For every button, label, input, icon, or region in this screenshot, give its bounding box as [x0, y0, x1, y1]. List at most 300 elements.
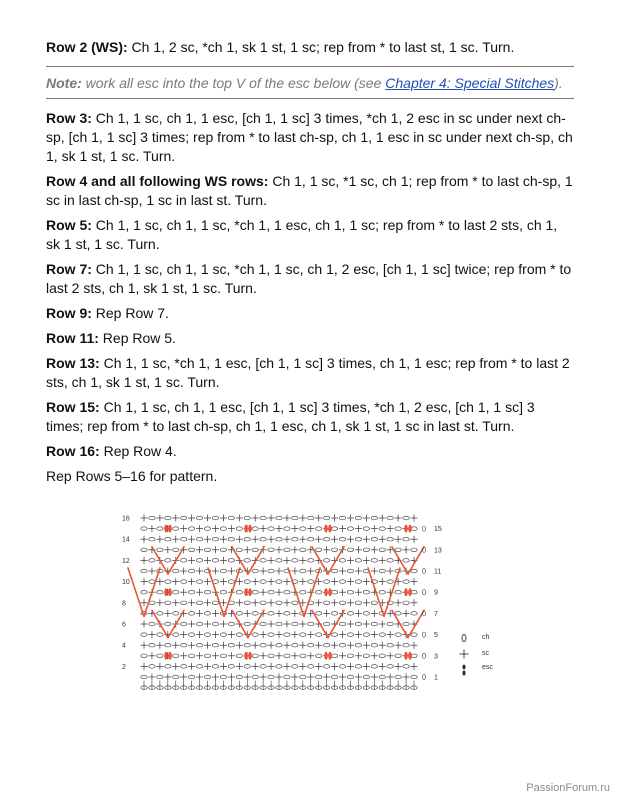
ch-stitch [268, 633, 274, 637]
ch-stitch [339, 643, 345, 647]
ch-stitch [403, 580, 409, 584]
ch-stitch [157, 590, 163, 594]
ch-stitch [260, 665, 266, 669]
row-text: Ch 1, 1 sc, *ch 1, 1 esc, [ch 1, 1 sc] 3 times, ch 1, 1 esc; rep from * to last 2 sts, ch 1, sk 1 st, 1 sc. Turn. [46, 355, 570, 390]
esc-stitch [404, 588, 408, 596]
key-esc-label: esc [482, 664, 493, 671]
ch-stitch [157, 633, 163, 637]
ch-stitch [188, 569, 194, 573]
esc-stitch [328, 652, 332, 660]
ch-stitch [331, 612, 337, 616]
ch-stitch [252, 548, 258, 552]
stitch-chart [118, 508, 504, 688]
row-instruction [46, 304, 574, 323]
esc-stitch [408, 588, 412, 596]
ch-stitch [220, 590, 226, 594]
esc-stitch [368, 568, 384, 616]
row-text: Ch 1, 1 sc, ch 1, 1 esc, [ch 1, 1 sc] 3 times, *ch 1, 2 esc in sc under next ch-sp, [ch 1, 1 sc] 3 times; rep from * to last ch-sp, ch 1, 1 esc in sc under next ch-sp, ch 1, sk 1 st, 1 sc. Turn. [46, 110, 573, 164]
ch-stitch [196, 537, 202, 541]
row-label: Row 9: [46, 305, 92, 321]
ch-stitch [204, 548, 210, 552]
esc-stitch [312, 610, 328, 637]
ch-stitch [355, 665, 361, 669]
ch-stitch [339, 537, 345, 541]
ch-stitch [141, 548, 147, 552]
ch-stitch [308, 580, 314, 584]
ch-stitch [323, 537, 329, 541]
row-instruction [46, 398, 574, 436]
ch-stitch [157, 675, 163, 679]
ch-stitch [339, 601, 345, 605]
ch-stitch [379, 527, 385, 531]
ch-stitch [268, 612, 274, 616]
watermark: PassionForum.ru [526, 782, 610, 794]
ch-stitch [347, 633, 353, 637]
ch-stitch [212, 622, 218, 626]
esc-stitch [164, 652, 168, 660]
key-ch [458, 632, 518, 646]
esc-stitch [324, 652, 328, 660]
chart-key [458, 632, 518, 682]
ch-stitch [196, 622, 202, 626]
ch-stitch [141, 527, 147, 531]
repeat-instruction: Rep Rows 5–16 for pattern. [46, 468, 218, 484]
ch-stitch [316, 675, 322, 679]
esc-stitch [304, 568, 320, 616]
ch-stitch [276, 516, 282, 520]
ch-stitch [355, 537, 361, 541]
ch-stitch [347, 654, 353, 658]
ch-stitch [228, 622, 234, 626]
ch-stitch [252, 612, 258, 616]
ch-stitch [149, 580, 155, 584]
chain-symbol-icon [458, 632, 470, 644]
ch-stitch [308, 559, 314, 563]
ch-stitch [188, 548, 194, 552]
ch-stitch [173, 633, 179, 637]
ch-stitch [173, 590, 179, 594]
ch-stitch [228, 580, 234, 584]
row-instruction [46, 216, 574, 254]
esc-stitch [384, 568, 400, 616]
ch-stitch [276, 537, 282, 541]
ch-stitch [379, 548, 385, 552]
ch-stitch [403, 559, 409, 563]
esc-stitch [408, 525, 412, 533]
ch-stitch [395, 590, 401, 594]
ch-stitch [181, 559, 187, 563]
ch-stitch [276, 665, 282, 669]
ch-stitch [204, 633, 210, 637]
row-number-right: 5 [434, 632, 438, 640]
row-label: Row 3: [46, 110, 92, 126]
ch-stitch [371, 665, 377, 669]
ch-stitch [308, 643, 314, 647]
ch-stitch [141, 590, 147, 594]
row-text: Ch 1, 1 sc, *1 sc, ch 1; rep from * to last ch-sp, 1 sc in last ch-sp, 1 sc in last st. Turn. [46, 173, 573, 208]
ch-stitch [395, 612, 401, 616]
row-label: Row 5: [46, 217, 92, 233]
ch-stitch [181, 665, 187, 669]
ch-stitch [355, 601, 361, 605]
ch-stitch [173, 527, 179, 531]
ch-stitch [387, 665, 393, 669]
ch-stitch [284, 654, 290, 658]
ch-stitch [300, 527, 306, 531]
esc-stitch [328, 610, 344, 637]
esc-stitch [328, 547, 344, 574]
ch-stitch [260, 516, 266, 520]
row-text: Ch 1, 1 sc, ch 1, 1 sc, *ch 1, 1 esc, ch 1, 1 sc; rep from * to last 2 sts, ch 1, sk 1 st, 1 sc. Turn. [46, 217, 558, 252]
ch-stitch [220, 527, 226, 531]
ch-stitch [149, 622, 155, 626]
ch-stitch [165, 643, 171, 647]
esc-stitch [144, 568, 160, 616]
esc-stitch [152, 610, 168, 637]
turning-chain [422, 568, 425, 573]
special-stitches-link[interactable]: Chapter 4: Special Stitches [385, 75, 555, 91]
ch-stitch [363, 548, 369, 552]
key-sc-label: sc [482, 650, 489, 657]
ch-stitch [300, 548, 306, 552]
ch-stitch [308, 537, 314, 541]
ch-stitch [323, 580, 329, 584]
esc-stitch [244, 588, 248, 596]
ch-stitch [196, 601, 202, 605]
row-number-right: 7 [434, 610, 438, 618]
ch-stitch [403, 643, 409, 647]
row-number-right: 13 [434, 547, 442, 555]
ch-stitch [371, 643, 377, 647]
note-end: ). [554, 75, 563, 91]
ch-stitch [379, 654, 385, 658]
ch-stitch [371, 537, 377, 541]
ch-stitch [339, 665, 345, 669]
ch-stitch [308, 622, 314, 626]
ch-stitch [323, 622, 329, 626]
ch-stitch [165, 537, 171, 541]
row-instruction [46, 109, 574, 166]
esc-stitch [208, 568, 224, 616]
ch-stitch [411, 569, 417, 573]
ch-stitch [181, 516, 187, 520]
ch-stitch [300, 633, 306, 637]
ch-stitch [252, 569, 258, 573]
pattern-page [46, 38, 574, 492]
row-label: Row 11: [46, 330, 99, 346]
esc-stitch [164, 588, 168, 596]
ch-stitch [188, 633, 194, 637]
ch-stitch [403, 665, 409, 669]
ch-stitch [141, 569, 147, 573]
turning-chain [422, 653, 425, 658]
ch-stitch [371, 601, 377, 605]
ch-stitch [379, 569, 385, 573]
ch-stitch [363, 633, 369, 637]
ch-stitch [165, 601, 171, 605]
ch-stitch [387, 537, 393, 541]
ch-stitch [181, 622, 187, 626]
row-number-right: 11 [434, 568, 442, 576]
ch-stitch [220, 654, 226, 658]
esc-stitch [324, 588, 328, 596]
esc-stitch [248, 588, 252, 596]
ch-stitch [339, 622, 345, 626]
ch-stitch [204, 590, 210, 594]
ch-stitch [236, 548, 242, 552]
ch-stitch [403, 601, 409, 605]
ch-stitch [387, 559, 393, 563]
ch-stitch [395, 548, 401, 552]
ch-stitch [149, 643, 155, 647]
ch-stitch [363, 654, 369, 658]
row-label: Row 2 (WS): [46, 39, 128, 55]
ch-stitch [379, 633, 385, 637]
row-number-right: 1 [434, 674, 438, 682]
ch-stitch [403, 516, 409, 520]
ch-stitch [300, 675, 306, 679]
ch-stitch [268, 569, 274, 573]
key-esc [458, 662, 518, 676]
ch-stitch [292, 537, 298, 541]
turning-chain [422, 590, 425, 595]
note-box [46, 66, 574, 99]
esc-stitch [168, 652, 172, 660]
row-number-right: 15 [434, 526, 442, 534]
ch-stitch [403, 622, 409, 626]
ch-stitch [173, 675, 179, 679]
ch-stitch [387, 643, 393, 647]
ch-stitch [196, 665, 202, 669]
ch-stitch [371, 516, 377, 520]
ch-stitch [188, 590, 194, 594]
esc-stitch [324, 525, 328, 533]
row-number-left: 6 [122, 621, 126, 629]
row-text: Ch 1, 1 sc, ch 1, 1 esc, [ch 1, 1 sc] 3 times, *ch 1, 2 esc, [ch 1, 1 sc] 3 times; rep from * to last ch-sp, ch 1, 1 esc, ch 1, sk 1 st, 1 sc in last st. Turn. [46, 399, 535, 434]
ch-stitch [260, 643, 266, 647]
ch-stitch [220, 675, 226, 679]
key-sc [458, 648, 518, 662]
ch-stitch [331, 527, 337, 531]
ch-stitch [268, 675, 274, 679]
esc-stitch [244, 652, 248, 660]
esc-stitch [408, 652, 412, 660]
ch-stitch [284, 633, 290, 637]
row-number-right: 3 [434, 653, 438, 661]
ch-stitch [331, 590, 337, 594]
ch-stitch [252, 590, 258, 594]
ch-stitch [220, 633, 226, 637]
ch-stitch [268, 548, 274, 552]
ch-stitch [244, 643, 250, 647]
ch-stitch [403, 537, 409, 541]
ch-stitch [395, 675, 401, 679]
ch-stitch [284, 675, 290, 679]
ch-stitch [339, 516, 345, 520]
ch-stitch [236, 590, 242, 594]
row-text: Rep Row 7. [91, 305, 169, 321]
ch-stitch [331, 569, 337, 573]
ch-stitch [173, 654, 179, 658]
ch-stitch [268, 527, 274, 531]
ch-stitch [347, 527, 353, 531]
row-instruction [46, 329, 574, 348]
row-2-instruction [46, 38, 574, 57]
ch-stitch [204, 527, 210, 531]
single-crochet-symbol-icon [458, 648, 470, 660]
row-number-left: 4 [122, 642, 126, 650]
ch-stitch [196, 516, 202, 520]
ch-stitch [347, 612, 353, 616]
ch-stitch [411, 633, 417, 637]
row-label: Row 4 and all following WS rows: [46, 173, 269, 189]
esc-stitch [404, 652, 408, 660]
ch-stitch [220, 548, 226, 552]
ch-stitch [323, 665, 329, 669]
ch-stitch [323, 559, 329, 563]
ch-stitch [363, 675, 369, 679]
ch-stitch [268, 590, 274, 594]
ch-stitch [228, 665, 234, 669]
ch-stitch [347, 590, 353, 594]
ch-stitch [236, 654, 242, 658]
esc-stitch [328, 525, 332, 533]
ch-stitch [260, 622, 266, 626]
ch-stitch [268, 654, 274, 658]
ch-stitch [387, 580, 393, 584]
ch-stitch [331, 675, 337, 679]
row-number-left: 8 [122, 600, 126, 608]
ch-stitch [316, 548, 322, 552]
ch-stitch [220, 569, 226, 573]
ch-stitch [173, 612, 179, 616]
ch-stitch [188, 612, 194, 616]
ch-stitch [181, 601, 187, 605]
ch-stitch [212, 537, 218, 541]
ch-stitch [165, 559, 171, 563]
key-ch-label: ch [482, 634, 490, 641]
ch-stitch [181, 643, 187, 647]
row-text: Ch 1, 1 sc, ch 1, 1 sc, *ch 1, 1 sc, ch 1, 2 esc, [ch 1, 1 sc] twice; rep from * to last 2 sts, ch 1, sk 1 st, 1 sc. Turn. [46, 261, 572, 296]
row-label: Row 15: [46, 399, 100, 415]
ch-stitch [149, 665, 155, 669]
esc-stitch [244, 525, 248, 533]
ch-stitch [395, 633, 401, 637]
ch-stitch [331, 548, 337, 552]
ch-stitch [244, 580, 250, 584]
ch-stitch [323, 643, 329, 647]
ch-stitch [292, 516, 298, 520]
ch-stitch [411, 612, 417, 616]
ch-stitch [165, 622, 171, 626]
ch-stitch [236, 612, 242, 616]
esc-stitch [168, 588, 172, 596]
row-number-left: 14 [122, 536, 130, 544]
ch-stitch [188, 654, 194, 658]
ch-stitch [212, 559, 218, 563]
ch-stitch [355, 559, 361, 563]
ch-stitch [316, 590, 322, 594]
ch-stitch [387, 516, 393, 520]
ch-stitch [260, 601, 266, 605]
ch-stitch [165, 665, 171, 669]
ch-stitch [339, 559, 345, 563]
esc-stitch [168, 525, 172, 533]
ch-stitch [379, 590, 385, 594]
esc-stitch [128, 568, 144, 616]
ch-stitch [347, 548, 353, 552]
esc-stitch [248, 525, 252, 533]
ch-stitch [228, 537, 234, 541]
ch-stitch [395, 654, 401, 658]
ch-stitch [173, 548, 179, 552]
ch-stitch [308, 665, 314, 669]
ch-stitch [212, 601, 218, 605]
ch-stitch [244, 559, 250, 563]
ch-stitch [149, 559, 155, 563]
ch-stitch [149, 537, 155, 541]
ch-stitch [316, 654, 322, 658]
ch-stitch [252, 633, 258, 637]
ch-stitch [387, 622, 393, 626]
ch-stitch [276, 559, 282, 563]
row-instructions [46, 109, 574, 461]
ch-stitch [300, 590, 306, 594]
ch-stitch [236, 527, 242, 531]
ch-stitch [339, 580, 345, 584]
ch-stitch [355, 516, 361, 520]
ch-stitch [244, 665, 250, 669]
ch-stitch [300, 654, 306, 658]
ch-stitch [292, 643, 298, 647]
ch-stitch [244, 622, 250, 626]
ch-stitch [252, 654, 258, 658]
ch-stitch [236, 675, 242, 679]
ch-stitch [260, 559, 266, 563]
esc-stitch [248, 652, 252, 660]
ch-stitch [355, 643, 361, 647]
ch-stitch [204, 654, 210, 658]
ch-stitch [252, 527, 258, 531]
ch-stitch [284, 590, 290, 594]
ch-stitch [212, 516, 218, 520]
ch-stitch [276, 622, 282, 626]
ch-stitch [157, 654, 163, 658]
esc-stitch [408, 547, 424, 574]
note-text: work all esc into the top V of the esc below (see [81, 75, 386, 91]
ch-stitch [196, 643, 202, 647]
row-text: Ch 1, 2 sc, *ch 1, sk 1 st, 1 sc; rep from * to last st, 1 sc. Turn. [127, 39, 515, 55]
ch-stitch [157, 548, 163, 552]
ch-stitch [204, 675, 210, 679]
row-text: Rep Row 5. [98, 330, 176, 346]
row-label: Row 7: [46, 261, 92, 277]
ch-stitch [149, 516, 155, 520]
ch-stitch [228, 559, 234, 563]
ch-stitch [165, 516, 171, 520]
ch-stitch [181, 537, 187, 541]
ch-stitch [228, 516, 234, 520]
ch-stitch [316, 527, 322, 531]
ch-stitch [157, 612, 163, 616]
extended-single-crochet-symbol-icon [458, 662, 470, 678]
ch-stitch [308, 516, 314, 520]
ch-stitch [363, 590, 369, 594]
turning-chain [422, 674, 425, 679]
ch-stitch [212, 643, 218, 647]
ch-stitch [244, 601, 250, 605]
ch-stitch [411, 548, 417, 552]
